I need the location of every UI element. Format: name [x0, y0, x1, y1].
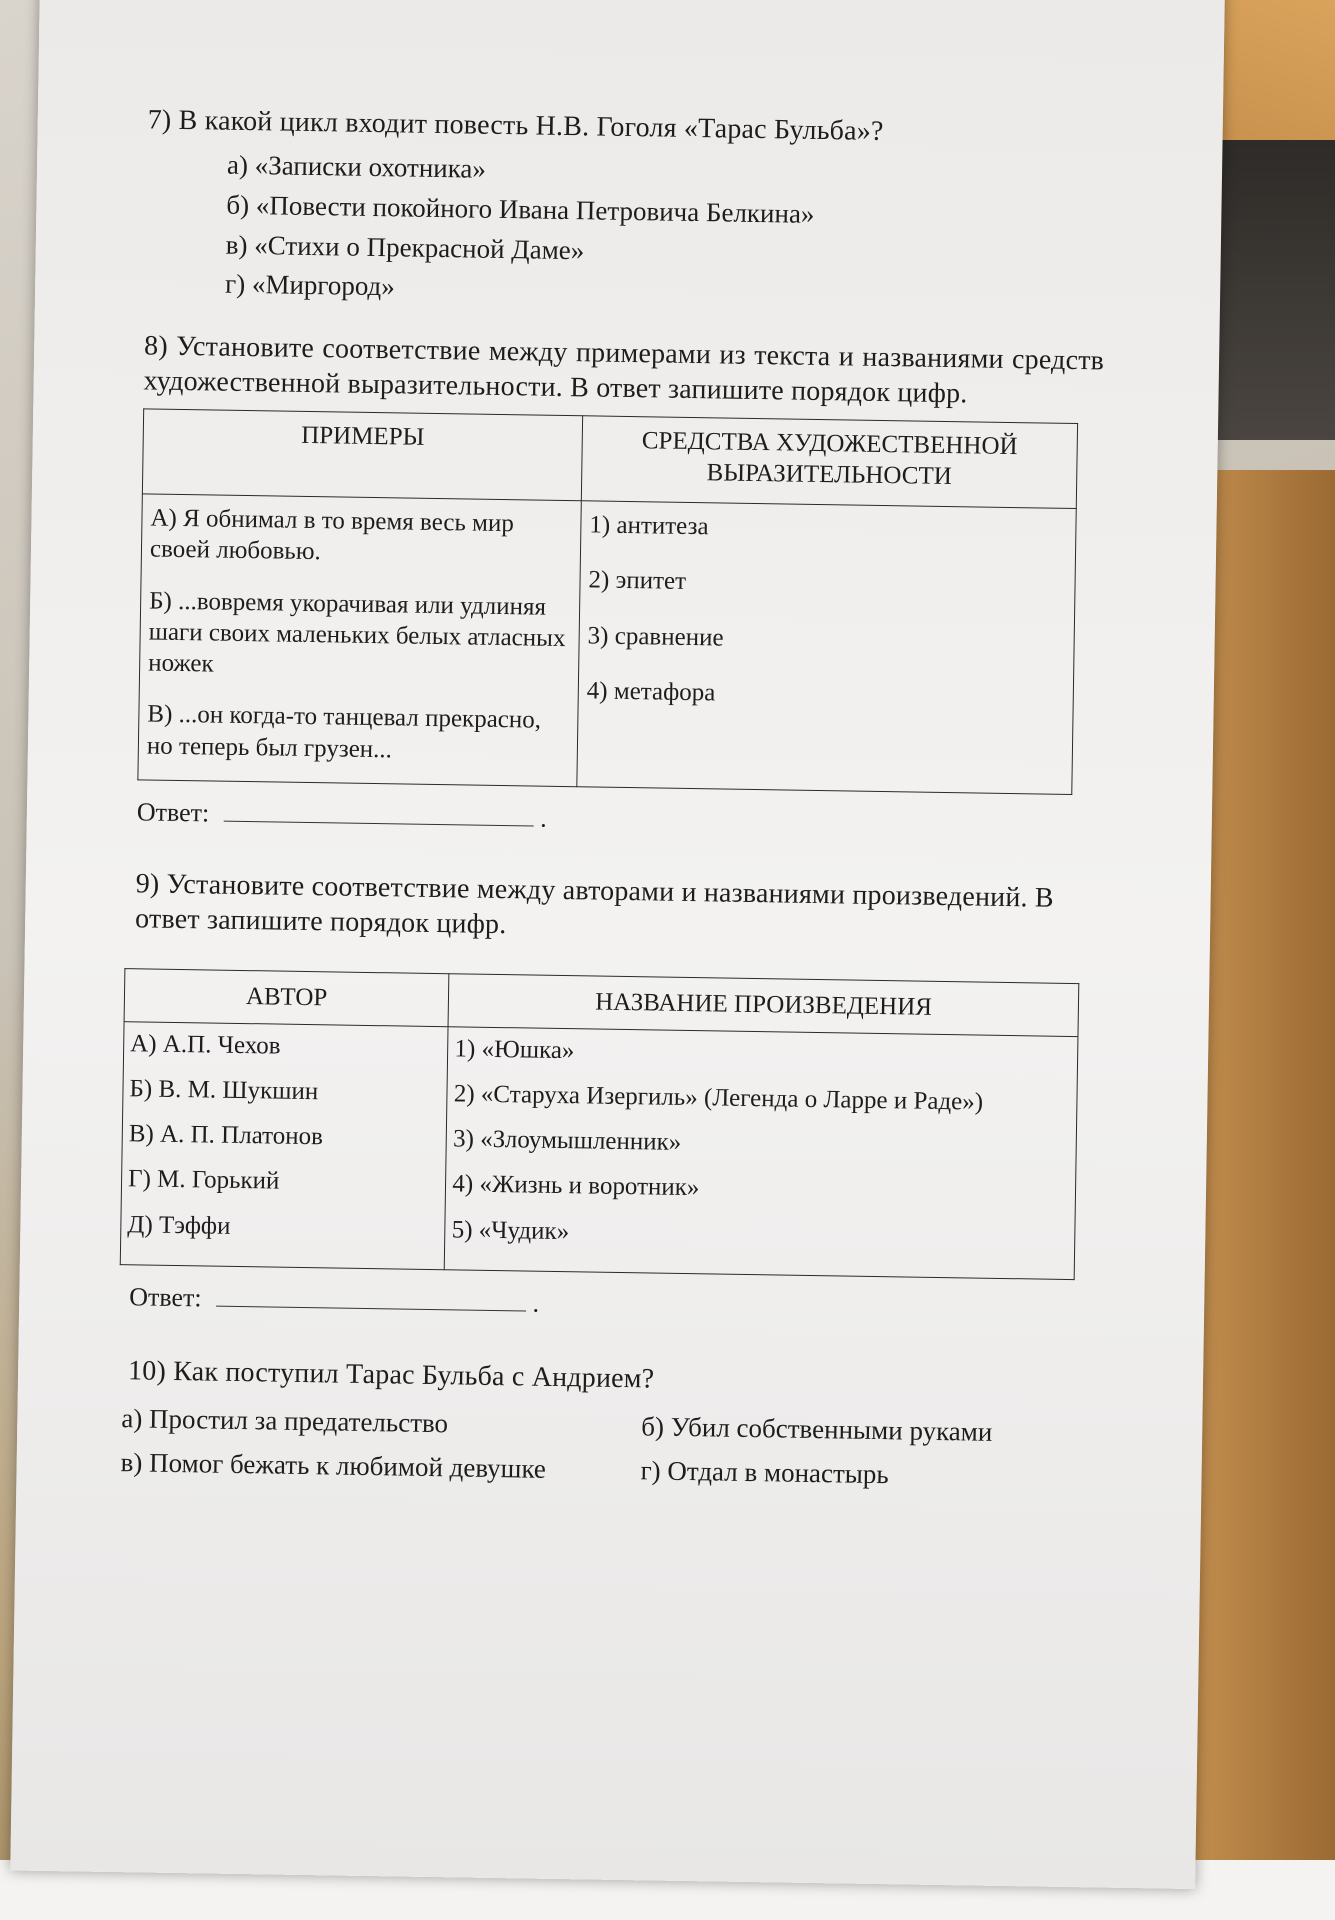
question-9-table: [120, 968, 1080, 1279]
question-7-option-b: б) «Повести покойного Ивана Петровича Белкина»: [226, 189, 815, 229]
question-10-option-d: г) Отдал в монастырь: [640, 1455, 890, 1490]
question-8-answer: [137, 796, 1097, 844]
answer-label: Ответ:: [129, 1282, 202, 1313]
question-9: [129, 867, 1096, 1329]
answer-blank[interactable]: [216, 1283, 526, 1311]
paper-sheet: [10, 0, 1225, 1889]
question-7-option-c: в) «Стихи о Прекрасной Даме»: [225, 229, 585, 265]
worksheet-content: [120, 102, 1108, 1495]
answer-period: .: [525, 1288, 540, 1318]
work-2: 2) «Старуха Изергиль» (Легенда о Ларре и Раде»): [453, 1080, 984, 1116]
question-10: [120, 1354, 1088, 1496]
work-5: 5) «Чудик»: [451, 1215, 570, 1245]
example-c: В) ...он когда-то танцевал прекрасно, но теперь был грузен...: [146, 700, 542, 763]
answer-period: .: [533, 803, 547, 833]
question-7-option-a: а) «Записки охотника»: [226, 149, 487, 184]
question-9-answer: [129, 1281, 1089, 1329]
question-10-option-c: в) Помог бежать к любимой девушке: [120, 1447, 547, 1484]
question-8-title: 8) Установите соответствие между примерами из текста и названиями средств художественной выразительности. В ответ запишите порядок цифр.: [143, 330, 1105, 410]
question-7-option-d: г) «Миргород»: [224, 268, 396, 302]
work-3: 3) «Злоумышленник»: [452, 1125, 682, 1156]
works-cell: [445, 1026, 1078, 1279]
table-row: [120, 1021, 1078, 1279]
question-7-title: 7) В какой цикл входит повесть Н.В. Гоголя «Тарас Бульба»?: [147, 104, 884, 147]
author-a: А) А.П. Чехов: [130, 1029, 281, 1060]
work-1: 1) «Юшка»: [454, 1034, 575, 1064]
question-10-option-b: б) Убил собственными руками: [641, 1411, 993, 1448]
author-e: Д) Тэффи: [127, 1210, 231, 1240]
example-b: Б) ...вовремя укорачивая или удлиняя шаги своих маленьких белых атласных ножек: [148, 586, 566, 678]
author-c: В) А. П. Платонов: [128, 1120, 324, 1151]
question-10-option-a: а) Простил за предательство: [121, 1403, 449, 1439]
question-9-title: 9) Установите соответствие между авторами и названиями произведений. В ответ запишите порядок цифр.: [134, 868, 1055, 941]
work-4: 4) «Жизнь и воротник»: [452, 1170, 700, 1202]
column-header-examples: ПРИМЕРЫ: [142, 409, 582, 501]
question-7: [145, 102, 1108, 315]
answer-blank[interactable]: [224, 798, 534, 826]
column-header-author: АВТОР: [124, 969, 449, 1026]
table-header-row: [142, 409, 1077, 509]
table-row: [138, 494, 1076, 794]
device-2: 2) эпитет: [588, 566, 687, 596]
column-header-work: НАЗВАНИЕ ПРОИЗВЕДЕНИЯ: [448, 974, 1078, 1036]
question-7-options: [225, 149, 1107, 316]
question-10-options: [120, 1402, 1087, 1495]
author-b: Б) В. М. Шукшин: [129, 1074, 319, 1105]
authors-cell: [120, 1021, 448, 1269]
devices-cell: [577, 501, 1076, 794]
question-10-title: 10) Как поступил Тарас Бульба с Андрием?: [127, 1355, 655, 1395]
example-a: А) Я обнимал в то время весь мир своей любовью.: [149, 504, 515, 566]
answer-label: Ответ:: [136, 797, 210, 828]
column-header-devices: СРЕДСТВА ХУДОЖЕСТВЕННОЙ ВЫРАЗИТЕЛЬНОСТИ: [581, 416, 1077, 509]
question-8-table: [137, 408, 1078, 794]
question-8: [137, 328, 1105, 843]
device-4: 4) метафора: [586, 677, 716, 707]
device-3: 3) сравнение: [587, 621, 724, 652]
desk-shadow: [1215, 140, 1335, 440]
author-d: Г) М. Горький: [127, 1165, 280, 1195]
device-1: 1) антитеза: [589, 511, 709, 541]
examples-cell: [138, 494, 581, 787]
